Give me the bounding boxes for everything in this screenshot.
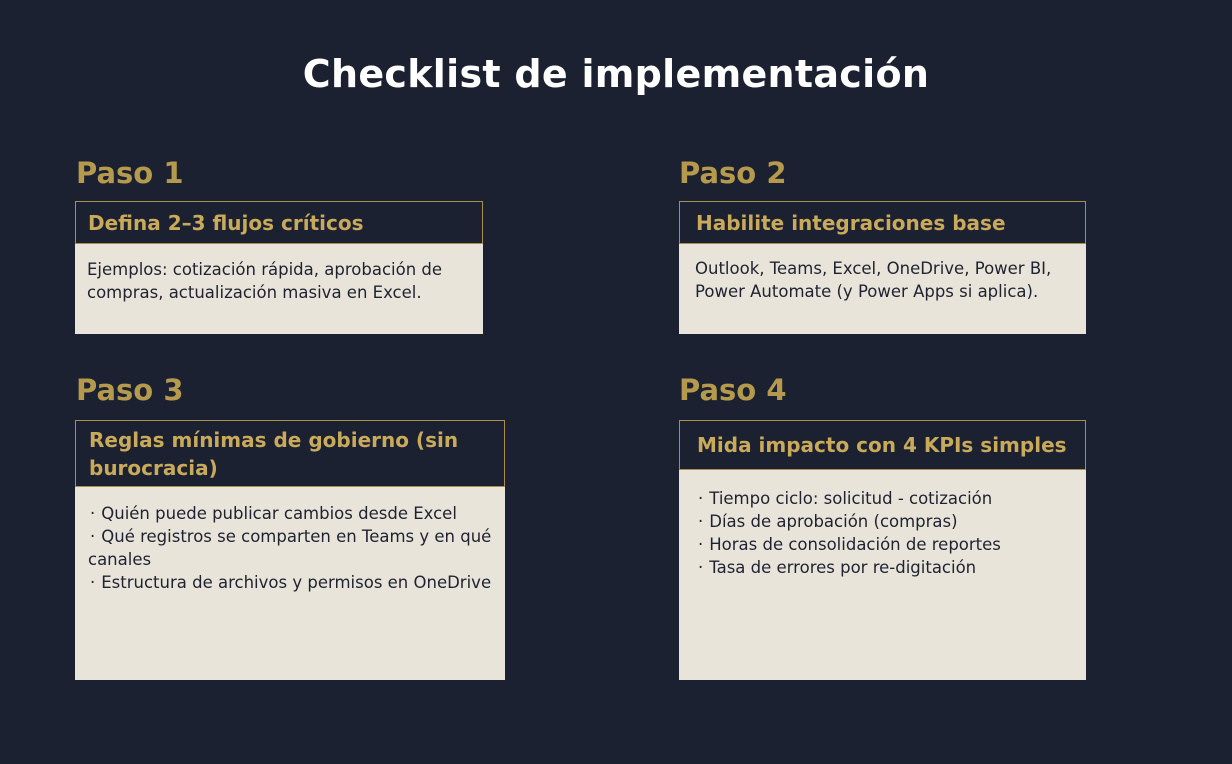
step-4-heading: Mida impacto con 4 KPIs simples	[679, 420, 1086, 470]
page-title: Checklist de implementación	[302, 52, 930, 96]
step-4-label: Paso 4	[679, 373, 787, 407]
step-1-body-text: Ejemplos: cotización rápida, aprobación de compras, actualización masiva en Excel.	[87, 260, 443, 302]
list-item: · Estructura de archivos y permisos en OneDrive	[90, 573, 492, 592]
step-3-body	[75, 487, 505, 680]
bullet-icon: ·	[90, 504, 96, 523]
list-item: · Horas de consolidación de reportes	[698, 535, 1001, 554]
bullet-icon: ·	[698, 558, 704, 577]
bullet-icon: ·	[90, 527, 96, 546]
step-3-heading: Reglas mínimas de gobierno (sin burocracia)	[75, 420, 505, 487]
bullet-icon: ·	[90, 573, 96, 592]
step-2-heading: Habilite integraciones base	[679, 201, 1086, 244]
step-1-heading: Defina 2–3 flujos críticos	[75, 201, 483, 244]
list-item: · Tiempo ciclo: solicitud - cotización	[698, 489, 993, 508]
step-4-body	[679, 470, 1086, 680]
step-2-body	[679, 244, 1086, 334]
step-2-body-text: Outlook, Teams, Excel, OneDrive, Power BI, Power Automate (y Power Apps si aplica).	[695, 259, 1052, 301]
list-item: · Quién puede publicar cambios desde Excel	[90, 504, 457, 523]
step-1-label: Paso 1	[76, 156, 184, 190]
bullet-icon: ·	[698, 489, 704, 508]
step-3-label: Paso 3	[76, 373, 184, 407]
list-item: · Qué registros se comparten en Teams y en qué canales	[88, 527, 492, 569]
step-1-body	[75, 244, 483, 334]
step-2-label: Paso 2	[679, 156, 787, 190]
list-item: · Tasa de errores por re-digitación	[698, 558, 977, 577]
list-item: · Días de aprobación (compras)	[698, 512, 958, 531]
bullet-icon: ·	[698, 512, 704, 531]
bullet-icon: ·	[698, 535, 704, 554]
